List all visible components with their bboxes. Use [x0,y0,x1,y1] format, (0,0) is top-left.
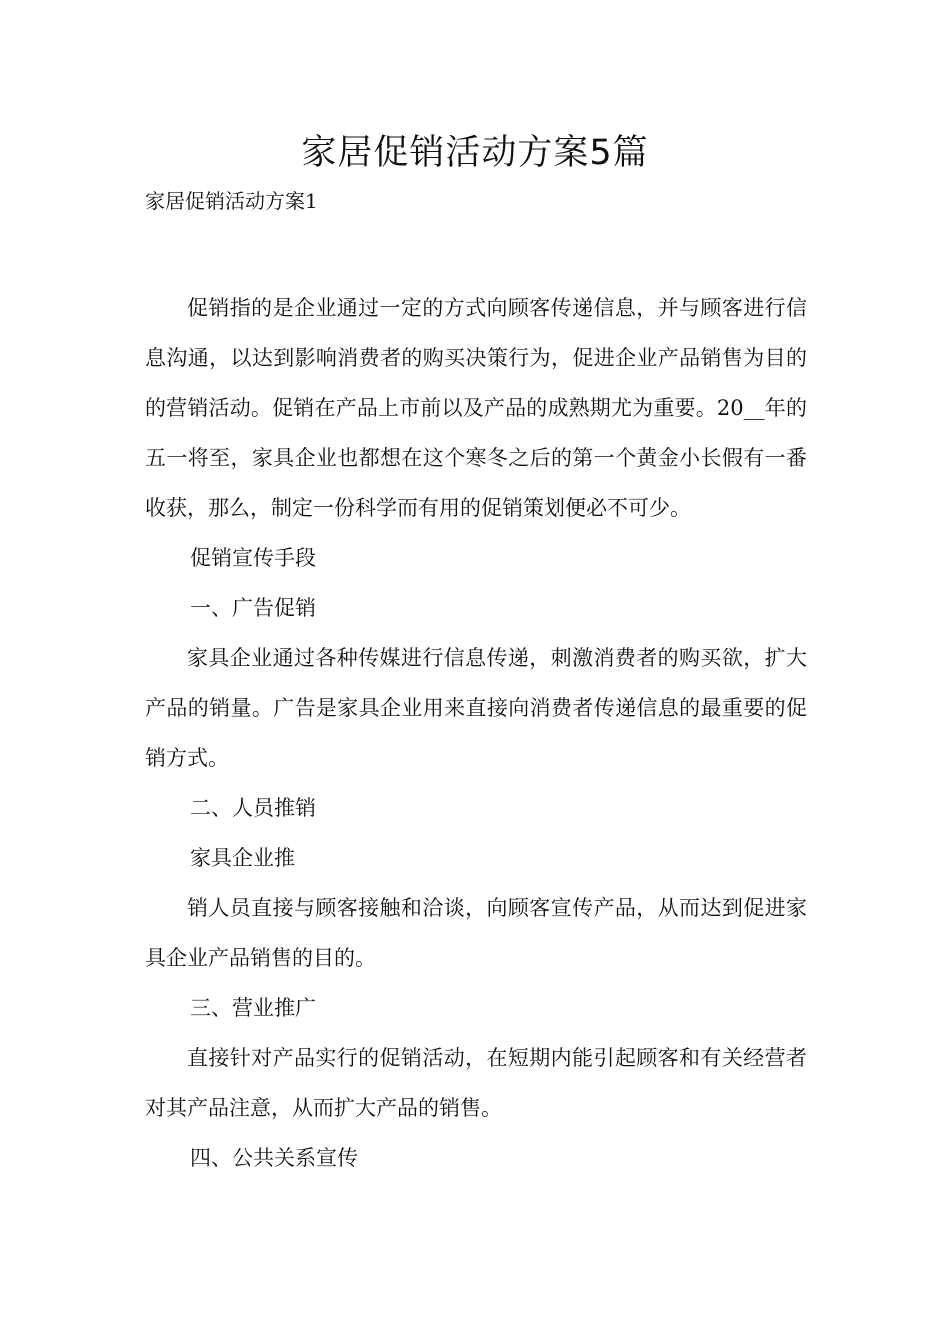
section-heading-sales-promotion: 三、营业推广 [190,996,316,1020]
section-heading-public-relations: 四、公共关系宣传 [190,1146,358,1170]
document-title: 家居促销活动方案5篇 [301,133,649,173]
paragraph-advertising: 家具企业通过各种传媒进行信息传递，刺激消费者的购买欲，扩大产品的销量。广告是家具企业用来直接向消费者传递信息的最重要的促销方式。 [145,646,807,770]
section-heading-promotion-means: 促销宣传手段 [190,546,316,570]
intro-paragraph: 促销指的是企业通过一定的方式向顾客传递信息，并与顾客进行信息沟通，以达到影响消费者的购买决策行为，促进企业产品销售为目的的营销活动。促销在产品上市前以及产品的成熟期尤为重要。20__年的五一将至，家具企业也都想在这个寒冬之后的第一个黄金小长假有一番收获，那么，制定一份科学而有用的促销策划便必不可少。 [145,296,807,520]
document-body [145,283,807,1183]
paragraph-personal-selling: 销人员直接与顾客接触和洽谈，向顾客宣传产品，从而达到促进家具企业产品销售的目的。 [145,896,807,970]
section-heading-advertising: 一、广告促销 [190,596,316,620]
section-heading-personal-selling: 二、人员推销 [190,796,316,820]
section-subtitle: 家居促销活动方案1 [145,189,318,213]
paragraph-fragment: 家具企业推 [190,846,295,870]
paragraph-sales-promotion: 直接针对产品实行的促销活动，在短期内能引起顾客和有关经营者对其产品注意，从而扩大产品的销售。 [145,1046,807,1120]
